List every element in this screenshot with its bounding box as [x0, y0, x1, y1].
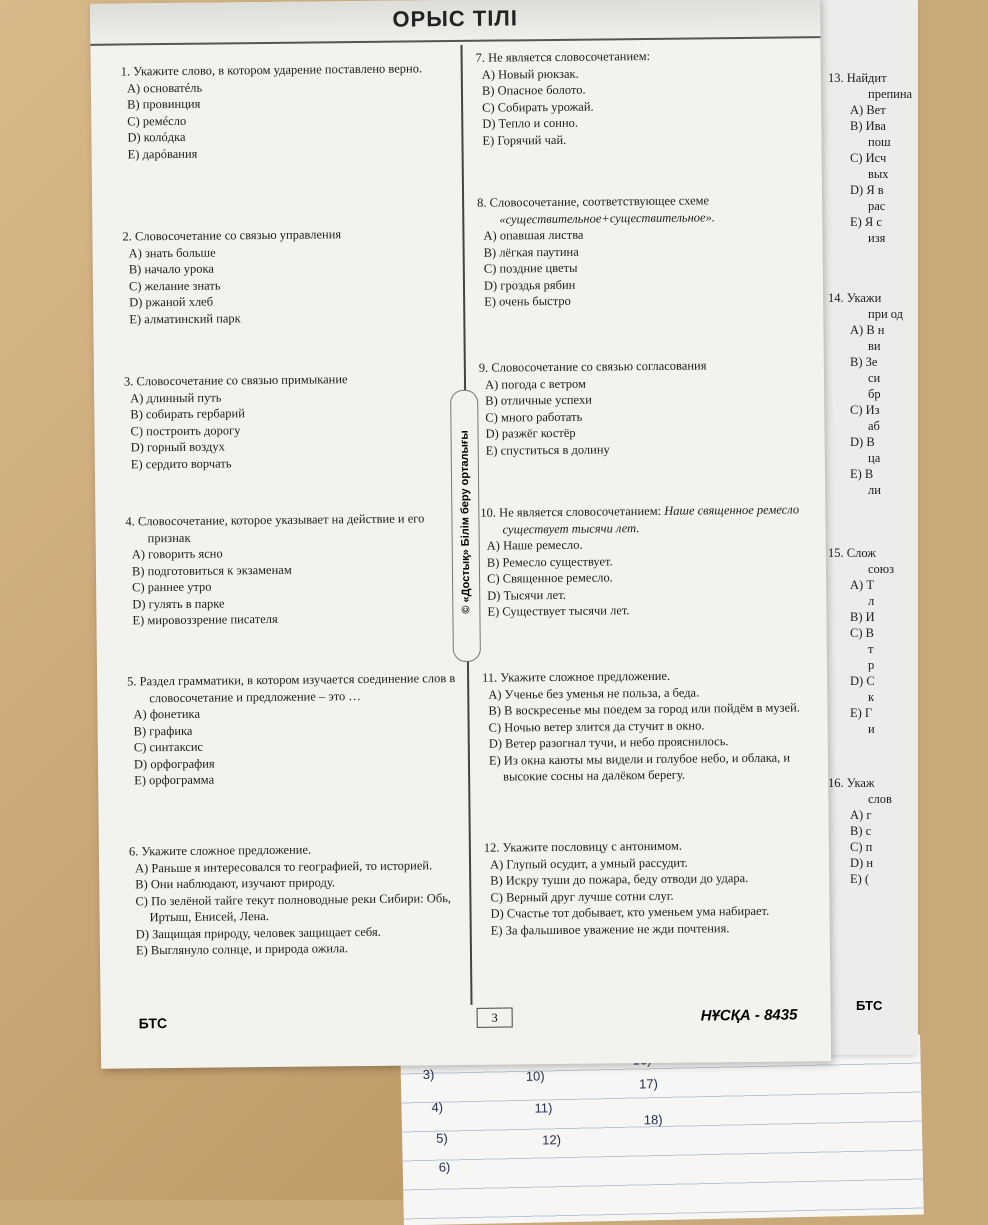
- answer-option: E) Из окна каюты мы видели и голубое небо, и облака, и высокие сосны на далёком берегу.: [488, 750, 791, 784]
- next-page-line: C) Исч: [850, 151, 887, 165]
- next-page-line: C) В: [850, 626, 874, 640]
- answer-option: E) алматинский парк: [129, 310, 241, 326]
- answer-option: C) много работать: [485, 409, 583, 425]
- question-text: [477, 191, 807, 227]
- question-italic-text: «существительное+существительное».: [499, 209, 716, 227]
- question-number: 3.: [123, 374, 134, 389]
- next-page-line: B) И: [850, 610, 875, 624]
- next-page-line: E) (: [850, 872, 870, 886]
- question-number: 4.: [125, 514, 135, 529]
- answer-option: C) Ночью ветер злится да стучит в окно.: [488, 717, 705, 735]
- next-page-line: A) Вет: [850, 103, 886, 117]
- question-number: 6.: [128, 844, 139, 859]
- question-block: [122, 225, 453, 327]
- question-number: 5.: [127, 674, 137, 689]
- answer-option: B) графика: [133, 723, 193, 738]
- next-page-line: и: [868, 722, 875, 736]
- question-text: [121, 60, 451, 80]
- question-block: [127, 670, 458, 789]
- question-prompt: Словосочетание со связью согласования: [491, 358, 707, 375]
- question-block: [480, 501, 811, 620]
- answer-option: C) раннее утро: [132, 579, 212, 595]
- next-page-line: 15. Слож: [828, 546, 876, 560]
- answer-option: B) начало урока: [128, 261, 214, 277]
- next-page-line: C) Из: [850, 403, 880, 417]
- answer-option: D) Счастье тот добывает, кто уменьем ума набирает.: [490, 903, 770, 921]
- next-page-line: A) г: [850, 808, 872, 822]
- next-page-line: л: [868, 594, 875, 608]
- next-page-line: D) Я в: [850, 183, 884, 197]
- variant-number: НҰСҚА - 8435: [700, 1006, 798, 1025]
- next-page-line: D) н: [850, 856, 874, 870]
- next-page-line: изя: [868, 231, 886, 245]
- next-page-line: р: [868, 658, 875, 672]
- question-block: [125, 510, 456, 629]
- answer-number: 3): [422, 1066, 435, 1082]
- exam-page: [90, 0, 831, 1069]
- next-page-line: E) Г: [850, 706, 873, 720]
- answer-option: D) ржаной хлеб: [129, 294, 214, 310]
- next-page-line: союз: [868, 562, 895, 576]
- question-block: [477, 191, 808, 310]
- next-page-line: вых: [868, 167, 889, 181]
- answer-option: E) сердито ворчать: [130, 455, 232, 471]
- next-page-line: B) Зе: [850, 355, 878, 369]
- next-page-line: бр: [868, 387, 881, 401]
- left-column: [120, 50, 456, 958]
- question-prompt: Не является словосочетанием:: [488, 48, 651, 65]
- question-block: [476, 46, 807, 148]
- question-prompt: Укажите пословицу с антонимом.: [502, 838, 683, 855]
- answer-option: C) По зелёной тайге текут полноводные реки Сибири: Обь, Иртыш, Енисей, Лена.: [135, 890, 452, 925]
- answer-option: A) фонетика: [133, 706, 201, 722]
- right-column: [475, 46, 806, 938]
- next-page-line: к: [868, 690, 875, 704]
- answer-number: 11): [534, 1100, 553, 1116]
- question-number: 10.: [480, 505, 497, 520]
- page-title: ОРЫС ТІЛІ: [392, 5, 519, 32]
- question-block: [121, 60, 452, 162]
- question-text: [127, 670, 457, 706]
- page-number: 3: [477, 1007, 513, 1027]
- answer-option: E) дарóвания: [127, 146, 198, 161]
- answer-option: A) погода с ветром: [484, 376, 586, 392]
- question-prompt: Укажите сложное предложение.: [141, 842, 312, 859]
- answer-option: A) опавшая листва: [483, 227, 584, 243]
- question-prompt: Словосочетание со связью примыкание: [136, 372, 348, 389]
- next-page-line: слов: [868, 792, 892, 806]
- question-number: 1.: [120, 64, 131, 79]
- answer-option: A) Новый рюкзак.: [481, 66, 579, 82]
- answer-option: A) знать больше: [128, 245, 216, 260]
- answer-option: A) Наше ремесло.: [486, 537, 583, 553]
- answer-option: D) Тысячи лет.: [487, 587, 566, 603]
- answer-number: 6): [438, 1159, 451, 1175]
- answer-option: C) Верный друг лучше сотни слуг.: [490, 888, 674, 905]
- answer-option: E) очень быстро: [484, 293, 571, 309]
- answer-option: E) спуститься в долину: [485, 441, 610, 458]
- question-block: [129, 840, 460, 959]
- answer-option: E) мировоззрение писателя: [132, 611, 278, 628]
- answer-option: B) собирать гербарий: [130, 406, 245, 422]
- question-prompt: Укажите слово, в котором ударение поставлено верно.: [133, 61, 423, 79]
- answer-option: E) За фальшивое уважение не жди почтения.: [490, 920, 730, 938]
- side-label: © «Достық» Білім беру орталығы: [458, 430, 473, 614]
- question-prompt: Словосочетание со связью управления: [134, 227, 342, 244]
- next-page-line: 14. Укажи: [828, 291, 882, 305]
- answer-number: 4): [431, 1099, 444, 1115]
- question-block: [124, 370, 455, 472]
- answer-option: D) Тепло и сонно.: [482, 115, 579, 131]
- next-page-line: ца: [868, 451, 881, 465]
- question-prompt: Словосочетание, соответствующее схеме: [489, 193, 710, 210]
- answer-option: B) Искру туши до пожара, беду отводи до удара.: [490, 870, 749, 888]
- answer-option: C) Священное ремесло.: [486, 570, 613, 586]
- next-page-line: аб: [868, 419, 880, 433]
- answer-option: C) ремéсло: [127, 113, 187, 128]
- header-bar: [90, 0, 820, 46]
- answer-option: D) гроздья рябин: [483, 277, 576, 293]
- question-text: [480, 501, 810, 537]
- question-prompt: Укажите сложное предложение.: [500, 668, 671, 685]
- next-page-line: A) Т: [850, 578, 874, 592]
- next-page-line: B) Ива: [850, 119, 886, 133]
- next-page-line: E) В: [850, 467, 874, 481]
- answer-option: A) основатéль: [126, 80, 203, 95]
- answer-option: C) желание знать: [128, 277, 221, 293]
- question-prompt: Раздел грамматики, в котором изучается соединение слов в словосочетание и предложение – это …: [139, 671, 456, 705]
- answer-option: C) поздние цветы: [483, 260, 578, 276]
- next-page-line: си: [868, 371, 881, 385]
- next-page-line: ли: [868, 483, 881, 497]
- next-page-line: 13. Найдит: [828, 71, 887, 85]
- question-italic-text: Наше священное ремесло существует тысячи лет.: [502, 502, 800, 537]
- answer-option: B) провинция: [127, 96, 201, 112]
- footer-left: БТС: [138, 1015, 168, 1032]
- next-page-line: рас: [868, 199, 886, 213]
- question-prompt: Не является словосочетанием:: [499, 503, 662, 520]
- answer-option: D) горный воздух: [130, 439, 225, 455]
- answer-number: 5): [435, 1130, 448, 1146]
- answer-option: B) Ремесло существует.: [486, 553, 613, 570]
- answer-option: C) Собирать урожай.: [482, 99, 594, 115]
- next-page-line: препина: [868, 87, 913, 101]
- answer-option: D) Ветер разогнал тучи, и небо прояснилось.: [488, 734, 729, 751]
- answer-option: B) подготовиться к экзаменам: [131, 562, 292, 578]
- next-page-line: D) С: [850, 674, 875, 688]
- next-page-footer: БТС: [856, 998, 883, 1013]
- question-text: [125, 510, 455, 546]
- next-page-line: D) В: [850, 435, 875, 449]
- question-block: [484, 836, 815, 938]
- next-page-line: B) с: [850, 824, 872, 838]
- answer-option: D) колóдка: [127, 129, 186, 145]
- answer-option: A) Глупый осудит, а умный рассудит.: [489, 855, 688, 872]
- question-number: 8.: [477, 195, 487, 210]
- answer-number: 10): [525, 1068, 545, 1084]
- question-number: 12.: [483, 840, 500, 855]
- question-block: [479, 356, 810, 458]
- answer-number: 17): [638, 1076, 658, 1092]
- answer-option: A) Ученье без уменья не польза, а беда.: [488, 684, 700, 702]
- answer-option: A) Раньше я интересовался то географией, то историей.: [134, 857, 433, 875]
- next-page-line: C) п: [850, 840, 873, 854]
- question-prompt: Словосочетание, которое указывает на действие и его признак: [137, 511, 425, 545]
- question-number: 9.: [478, 360, 489, 375]
- answer-option: D) гулять в парке: [132, 595, 225, 611]
- answer-option: A) длинный путь: [130, 389, 222, 405]
- question-number: 7.: [475, 50, 486, 65]
- next-page-line: E) Я с: [850, 215, 882, 229]
- next-page-line: т: [868, 642, 874, 656]
- question-number: 11.: [482, 670, 498, 685]
- next-page-line: A) В н: [850, 323, 885, 337]
- answer-option: A) говорить ясно: [131, 546, 223, 562]
- answer-option: B) отличные успехи: [485, 392, 592, 408]
- answer-option: E) Существует тысячи лет.: [487, 603, 630, 619]
- question-block: [482, 666, 813, 785]
- answer-option: B) В воскресенье мы поедем за город или пойдём в музей.: [488, 700, 800, 718]
- answer-option: D) разжёг костёр: [485, 425, 576, 441]
- next-page-line: при од: [868, 307, 904, 321]
- answer-number: 12): [542, 1132, 562, 1148]
- answer-option: E) Выглянуло солнце, и природа ожила.: [135, 941, 348, 958]
- answer-option: B) Опасное болото.: [481, 82, 586, 98]
- answer-option: B) Они наблюдают, изучают природу.: [135, 875, 336, 892]
- answer-number: 18): [643, 1111, 663, 1128]
- answer-option: B) лёгкая паутина: [483, 244, 579, 260]
- answer-option: E) орфограмма: [134, 772, 215, 788]
- question-number: 2.: [122, 229, 132, 244]
- next-page-line: ви: [868, 339, 881, 353]
- answer-option: C) построить дорогу: [130, 422, 241, 438]
- answer-option: D) орфография: [133, 756, 215, 771]
- next-page-line: пош: [868, 135, 891, 149]
- answer-option: C) синтаксис: [133, 739, 204, 755]
- answer-option: D) Защищая природу, человек защищает себя.: [135, 924, 381, 941]
- answer-option: E) Горячий чай.: [482, 132, 567, 148]
- next-page-line: 16. Укаж: [828, 776, 875, 790]
